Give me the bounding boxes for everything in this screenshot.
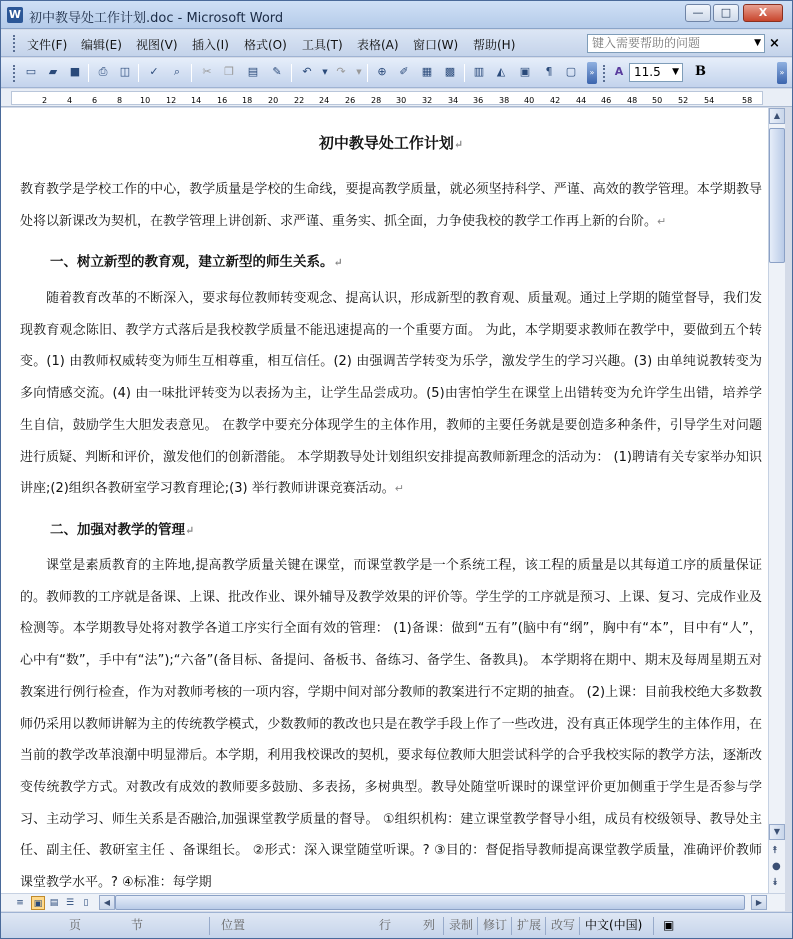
intro-paragraph-text: 教育教学是学校工作的中心，教学质量是学校的生命线，要提高教学质量，就必须坚持科学、严谨、高效的教学管理。本学期教导处将以新课改为契机，在教学管理上讲创新、求严谨、重务实、抓全面，力争使我校的教学工作再上新的台阶。: [20, 182, 762, 229]
ruler-number: 52: [678, 96, 689, 105]
paragraph-mark: ↵: [333, 256, 343, 269]
ruler-number: 12: [166, 96, 177, 105]
status-overtype[interactable]: 改写: [551, 918, 576, 932]
title-bar[interactable]: [1, 1, 792, 29]
ruler-number: 16: [217, 96, 228, 105]
document-close-button[interactable]: ×: [769, 36, 780, 51]
hyperlink-icon[interactable]: ⊕: [377, 65, 387, 78]
document-title-text: 初中教导处工作计划: [318, 134, 454, 152]
ruler-number: 40: [524, 96, 535, 105]
ruler-number: 36: [473, 96, 484, 105]
font-color-icon[interactable]: A: [614, 65, 624, 78]
status-separator: [443, 917, 444, 935]
toolbar-options-chevron-icon[interactable]: »: [587, 62, 597, 84]
drawing-icon[interactable]: ◭: [496, 65, 506, 78]
formatting-options-chevron-icon[interactable]: »: [777, 62, 787, 84]
ruler-number: 18: [242, 96, 253, 105]
outline-view-icon[interactable]: ☰: [65, 898, 75, 908]
paragraph-mark: ↵: [394, 482, 404, 496]
status-position[interactable]: 位置: [221, 918, 246, 932]
web-layout-view-icon[interactable]: ▣: [31, 896, 45, 910]
print-icon[interactable]: ⎙: [98, 65, 108, 78]
ruler-track: [11, 91, 763, 105]
print-layout-view-icon[interactable]: ▤: [49, 898, 59, 908]
status-separator: [477, 917, 478, 935]
section-2-paragraph: 课堂是素质教育的主阵地,提高教学质量关键在课堂，而课堂教学是一个系统工程，该工程的质量是以其每道工序的质量保证的。教师教的工序就是备课、上课、批改作业、课外辅导及教学效果的评价等。学生学的工序就是预习、上课、复习、完成作业及检测等。本学期教导处将对教学各道工序实行全面有效的管理： (1)备课：做到“五有”(脑中有“纲”，胸中有“本”，目中有“人”，心中有“数”，手中有“法”);“六备”(备目标、备提问、备板书、备练习、备学生、备教具)。 本学期将在期中、期末及每周星期五对教案进行例行检查，作为对教师考核的一项内容，学期中间对部分教师的教案进行不定期的抽查。 (2)上课：目前我校绝大多数教师仍采用以教师讲解为主的传统教学模式，少数教师的教改也只是在教学手段上作了一些改进，没有真正体现学生的主体作用，在当前的教学改革浪潮中明显滞后。本学期，利用我校课改的契机，要求每位教师大胆尝试科学的合乎我校实际的教学方法，逐渐改变传统教学方式。对教改有成效的教师要多鼓励、多表扬，多树典型。教导处随堂听课时的课堂评价更加侧重于学生是否参与学习、主动学习、师生关系是否融洽,加强课堂教学质量的督导。 ①组织机构：建立课堂教学督导小组，成员有校级领导、教导处主任、副主任、教研室主任 、备课组长。 ②形式：深入课堂随堂听课。? ③目的：督促指导教师提高课堂教学质量，准确评价教师课堂教学水平。? ④标准：每学期: [20, 558, 762, 891]
open-folder-icon[interactable]: ▰: [48, 65, 58, 78]
minimize-button[interactable]: —: [685, 4, 711, 22]
spelling-icon[interactable]: ✓: [149, 65, 159, 78]
status-page[interactable]: 页: [69, 918, 82, 932]
previous-page-icon[interactable]: ⯭: [772, 845, 778, 856]
menu-insert[interactable]: 插入(I): [192, 38, 229, 52]
paragraph-mark: ↵: [657, 214, 667, 228]
save-icon[interactable]: ■: [69, 65, 81, 78]
ruler-number: 30: [396, 96, 407, 105]
document-title: [20, 132, 762, 153]
section-heading-1-text: 一、树立新型的教育观，建立新型的师生关系。: [50, 254, 334, 270]
section-heading-1: [50, 250, 343, 270]
menu-edit[interactable]: 编辑(E): [81, 38, 122, 52]
columns-icon[interactable]: ▥: [473, 65, 485, 78]
menu-file[interactable]: 文件(F): [27, 38, 68, 52]
status-section[interactable]: 节: [131, 918, 144, 932]
ruler-number: 50: [652, 96, 663, 105]
scroll-right-icon[interactable]: ▶: [751, 895, 767, 910]
ruler-number: 48: [627, 96, 638, 105]
section-1-paragraph-text: 随着教育改革的不断深入，要求每位教师转变观念、提高认识，形成新型的教育观、质量观。通过上学期的随堂督导，我们发现教育观念陈旧、教学方式落后是我校教学质量不能迅速提高的一个重要方面。 为此，本学期要求教师在教学中，要做到五个转变。(1) 由教师权威转变为师生互相尊重，相互信任。(2) 由强调苦学转变为乐学，激发学生的学习兴趣。(3) 由单纯说教转变为多向情感交流。(4) 由一味批评转变为以表扬为主，让学生品尝成功。(5)由害怕学生在课堂上出错转变为允许学生出错，培养学生自信，鼓励学生大胆发表意见。 在教学中要充分体现学生的主体作用，教师的主要任务就是要创造多种条件，引导学生对问题进行质疑、判断和评价，激发他们的创新潜能。 本学期教导处计划组织安排提高教师新理念的活动为： (1)聘请有关专家举办知识讲座;(2)组织各教研室学习教育理论;(3) 举行教师讲课竞赛活动。: [20, 291, 762, 497]
section-heading-2: [50, 518, 194, 538]
status-bar: [1, 912, 792, 938]
ruler-number: 28: [371, 96, 382, 105]
menu-help[interactable]: 帮助(H): [473, 38, 516, 52]
font-size-value: 11.5: [634, 65, 661, 79]
bold-button[interactable]: B: [695, 64, 706, 79]
ruler-number: 46: [601, 96, 612, 105]
status-track-changes[interactable]: 修订: [483, 918, 508, 932]
status-separator: [545, 917, 546, 935]
ruler-number: 22: [294, 96, 305, 105]
font-size-select[interactable]: [629, 63, 683, 82]
next-page-icon[interactable]: ⯯: [772, 877, 778, 888]
status-separator: [511, 917, 512, 935]
section-1-paragraph: [20, 283, 762, 505]
vertical-scroll-thumb[interactable]: [769, 128, 785, 263]
reading-layout-view-icon[interactable]: ▯: [83, 898, 89, 908]
show-hide-icon[interactable]: ¶: [545, 65, 553, 78]
scroll-down-icon[interactable]: ▼: [769, 824, 785, 840]
document-area[interactable]: [1, 108, 768, 893]
undo-icon[interactable]: ↶: [302, 65, 312, 78]
read-mode-icon[interactable]: ▢: [565, 65, 577, 78]
status-line[interactable]: 行: [379, 918, 392, 932]
dropdown-arrow-icon[interactable]: ▼: [754, 38, 761, 48]
cut-icon[interactable]: ✂: [202, 65, 212, 78]
toolbar-grip-handle[interactable]: [13, 65, 17, 82]
close-button[interactable]: X: [743, 4, 783, 22]
menu-grip-handle[interactable]: [13, 35, 17, 52]
undo-dropdown-icon[interactable]: ▼: [322, 68, 328, 76]
ruler-number: 44: [576, 96, 587, 105]
status-extend[interactable]: 扩展: [517, 918, 542, 932]
copy-icon[interactable]: ❐: [224, 65, 234, 78]
scroll-up-icon[interactable]: ▲: [769, 108, 785, 124]
ruler-number: 8: [117, 96, 123, 105]
ruler-number: 24: [319, 96, 330, 105]
ruler-number: 38: [499, 96, 510, 105]
toolbar-separator: [88, 64, 89, 82]
toolbar-separator: [191, 64, 192, 82]
formatting-toolbar-grip-handle[interactable]: [603, 65, 607, 82]
ruler-number: 10: [140, 96, 151, 105]
intro-paragraph: [20, 174, 762, 238]
paragraph-mark: ↵: [453, 138, 464, 151]
ruler-number: 58: [742, 96, 753, 105]
redo-dropdown-icon[interactable]: ▼: [356, 68, 362, 76]
horizontal-ruler[interactable]: [1, 89, 792, 107]
redo-icon[interactable]: ↷: [336, 65, 346, 78]
paste-icon[interactable]: ▤: [247, 65, 259, 78]
menu-tools[interactable]: 工具(T): [302, 38, 343, 52]
ruler-number: 2: [42, 96, 48, 105]
status-separator: [653, 917, 654, 935]
status-column[interactable]: 列: [423, 918, 436, 932]
toolbar-separator: [138, 64, 139, 82]
ruler-number: 20: [268, 96, 279, 105]
menu-format[interactable]: 格式(O): [244, 38, 287, 52]
document-map-icon[interactable]: ▣: [519, 65, 531, 78]
menu-window[interactable]: 窗口(W): [413, 38, 459, 52]
status-language[interactable]: 中文(中国): [585, 918, 643, 932]
format-painter-icon[interactable]: ✎: [272, 65, 282, 78]
status-record[interactable]: 录制: [449, 918, 474, 932]
ruler-number: 54: [704, 96, 715, 105]
ruler-number: 14: [191, 96, 202, 105]
horizontal-scrollbar[interactable]: [1, 893, 785, 911]
tables-borders-icon[interactable]: ✐: [399, 65, 409, 78]
ruler-number: 34: [448, 96, 459, 105]
maximize-button[interactable]: □: [713, 4, 739, 22]
insert-excel-icon[interactable]: ▩: [444, 65, 456, 78]
window-title: 初中教导处工作计划.doc - Microsoft Word: [29, 11, 284, 26]
insert-table-icon[interactable]: ▦: [421, 65, 433, 78]
horizontal-scroll-thumb[interactable]: [115, 895, 745, 910]
select-browse-object-icon[interactable]: ●: [772, 861, 781, 872]
help-search-input[interactable]: [587, 34, 765, 53]
toolbar-separator: [291, 64, 292, 82]
status-separator: [579, 917, 580, 935]
paragraph-mark: ↵: [185, 524, 195, 537]
ruler-number: 32: [422, 96, 433, 105]
menu-table[interactable]: 表格(A): [357, 38, 399, 52]
horizontal-scroll-track[interactable]: [99, 895, 775, 911]
scroll-left-icon[interactable]: ◀: [99, 895, 115, 910]
standard-toolbar: [1, 58, 792, 88]
research-icon[interactable]: ⌕: [173, 65, 181, 78]
ruler-number: 26: [345, 96, 356, 105]
toolbar-separator: [367, 64, 368, 82]
ruler-number: 6: [92, 96, 98, 105]
ruler-number: 4: [67, 96, 73, 105]
help-search-placeholder: 键入需要帮助的问题: [592, 36, 701, 50]
dropdown-arrow-icon[interactable]: ▼: [672, 67, 679, 77]
spelling-status-icon[interactable]: ▣: [663, 918, 675, 932]
normal-view-icon[interactable]: ≡: [16, 898, 24, 908]
new-document-icon[interactable]: ▭: [25, 65, 37, 78]
vertical-scrollbar[interactable]: [768, 108, 785, 893]
section-heading-2-text: 二、加强对教学的管理: [50, 522, 185, 538]
print-preview-icon[interactable]: ◫: [119, 65, 131, 78]
menu-view[interactable]: 视图(V): [136, 38, 178, 52]
menu-bar: [1, 30, 792, 57]
toolbar-separator: [464, 64, 465, 82]
ruler-number: 42: [550, 96, 561, 105]
status-separator: [209, 917, 210, 935]
word-app-icon[interactable]: W: [8, 8, 22, 21]
